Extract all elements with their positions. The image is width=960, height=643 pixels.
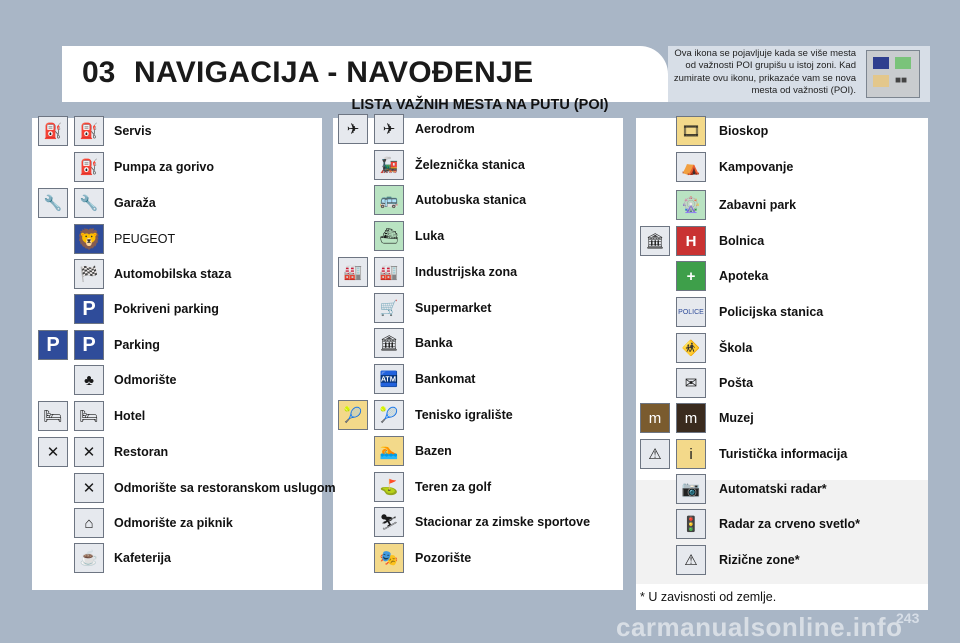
poi-label: Odmorište za piknik (114, 516, 233, 530)
poi-label: Turistička informacija (719, 447, 848, 461)
fuel-lpg-icon: ⛽ (74, 152, 104, 182)
poi-label: Automatski radar* (719, 482, 827, 496)
poi-label: Luka (415, 229, 445, 243)
bank-icon: 🏛 (374, 328, 404, 358)
hospital-icon: 🏛 (640, 226, 670, 256)
train-icon: 🚂 (374, 150, 404, 180)
poi-label: Pokriveni parking (114, 302, 219, 316)
hospital-icon: H (676, 226, 706, 256)
hotel-bed-icon: 🛏 (38, 401, 68, 431)
poi-label: Odmorište (114, 373, 177, 387)
page-title: NAVIGACIJA - NAVOĐENJE (134, 56, 534, 89)
wrench-icon: 🔧 (74, 188, 104, 218)
pharmacy-icon: + (676, 261, 706, 291)
poi-label: Kampovanje (719, 160, 794, 174)
post-icon: ✉ (676, 368, 706, 398)
footnote: * U zavisnosti od zemlje. (640, 590, 777, 604)
golf-icon: ⛳ (374, 472, 404, 502)
theatre-icon: 🎭 (374, 543, 404, 573)
poi-label: Hotel (114, 409, 146, 423)
poi-label: Supermarket (415, 301, 492, 315)
poi-label: Kafeterija (114, 551, 171, 565)
camping-icon: ⛺ (676, 152, 706, 182)
poi-label: Parking (114, 338, 160, 352)
airport-icon: ✈ (374, 114, 404, 144)
parking-icon: P (74, 330, 104, 360)
police-icon: POLICE (676, 297, 706, 327)
industry-icon: 🏭 (338, 257, 368, 287)
poi-label: Pozorište (415, 551, 472, 565)
cinema-icon: 🎞 (676, 116, 706, 146)
tourist-info-icon: i (676, 439, 706, 469)
parking-icon: P (38, 330, 68, 360)
tourist-info-icon: ⚠ (640, 439, 670, 469)
race-track-icon: 🏁 (74, 259, 104, 289)
poi-label: Železnička stanica (415, 158, 525, 172)
rest-restaurant-icon: ✕ (74, 473, 104, 503)
poi-label: Automobilska staza (114, 267, 232, 281)
poi-label: Autobuska stanica (415, 193, 527, 207)
poi-label: Bankomat (415, 372, 476, 386)
poi-label: Bolnica (719, 234, 765, 248)
poi-label: Bioskop (719, 124, 769, 138)
restaurant-icon: ✕ (38, 437, 68, 467)
poi-label: Pošta (719, 376, 754, 390)
red-light-camera-icon: 🚦 (676, 509, 706, 539)
poi-label: Aerodrom (415, 122, 475, 136)
poi-label: Škola (719, 341, 753, 355)
museum-icon: m (640, 403, 670, 433)
cluster-note: Ova ikona se pojavljuje kada se više mesta od važnosti POI grupišu u istoj zoni. Kad zumirate ovu ikonu, prikazaće vam se nova mesta od važnosti (POI). (673, 48, 856, 97)
rest-area-icon: ♣ (74, 365, 104, 395)
poi-list-heading: LISTA VAŽNIH MESTA NA PUTU (POI) (351, 97, 609, 113)
amusement-park-icon: 🎡 (676, 190, 706, 220)
poi-cluster-icon: ■■ (866, 50, 920, 98)
restaurant-icon: ✕ (74, 437, 104, 467)
poi-label: Rizične zone* (719, 553, 800, 567)
poi-label: Servis (114, 124, 152, 138)
ski-icon: ⛷ (374, 507, 404, 537)
poi-label: Zabavni park (719, 198, 797, 212)
poi-label: Radar za crveno svetlo* (719, 517, 861, 531)
swimming-icon: 🏊 (374, 436, 404, 466)
danger-zone-icon: ⚠ (676, 545, 706, 575)
poi-label: Apoteka (719, 269, 769, 283)
poi-label: Restoran (114, 445, 169, 459)
airport-icon: ✈ (338, 114, 368, 144)
museum-icon: m (676, 403, 706, 433)
fuel-icon: ⛽ (74, 116, 104, 146)
page-number: 243 (896, 610, 920, 626)
bus-icon: 🚌 (374, 185, 404, 215)
fuel-icon: ⛽ (38, 116, 68, 146)
covered-parking-icon: P (74, 294, 104, 324)
industry-icon: 🏭 (374, 257, 404, 287)
poi-label: Banka (415, 336, 453, 350)
poi-label: Garaža (114, 196, 156, 210)
peugeot-lion-icon: 🦁 (74, 224, 104, 254)
poi-label: PEUGEOT (114, 232, 176, 246)
poi-label: Bazen (415, 444, 452, 458)
poi-label: Tenisko igralište (415, 408, 513, 422)
hotel-bed-icon: 🛏 (74, 401, 104, 431)
atm-icon: 🏧 (374, 364, 404, 394)
poi-label: Muzej (719, 411, 754, 425)
poi-label: Pumpa za gorivo (114, 160, 215, 174)
poi-label: Odmorište sa restoranskom uslugom (114, 481, 336, 495)
supermarket-icon: 🛒 (374, 293, 404, 323)
chapter-number: 03 (82, 56, 116, 89)
tennis-icon: 🎾 (338, 400, 368, 430)
poi-label: Teren za golf (415, 480, 492, 494)
port-icon: ⛴ (374, 221, 404, 251)
picnic-icon: ⌂ (74, 508, 104, 538)
poi-label: Industrijska zona (415, 265, 518, 279)
watermark: carmanualsonline.info (616, 612, 903, 642)
speed-camera-icon: 📷 (676, 474, 706, 504)
poi-label: Stacionar za zimske sportove (415, 515, 591, 529)
wrench-icon: 🔧 (38, 188, 68, 218)
cafe-icon: ☕ (74, 543, 104, 573)
poi-label: Policijska stanica (719, 305, 824, 319)
tennis-icon: 🎾 (374, 400, 404, 430)
school-icon: 🚸 (676, 333, 706, 363)
